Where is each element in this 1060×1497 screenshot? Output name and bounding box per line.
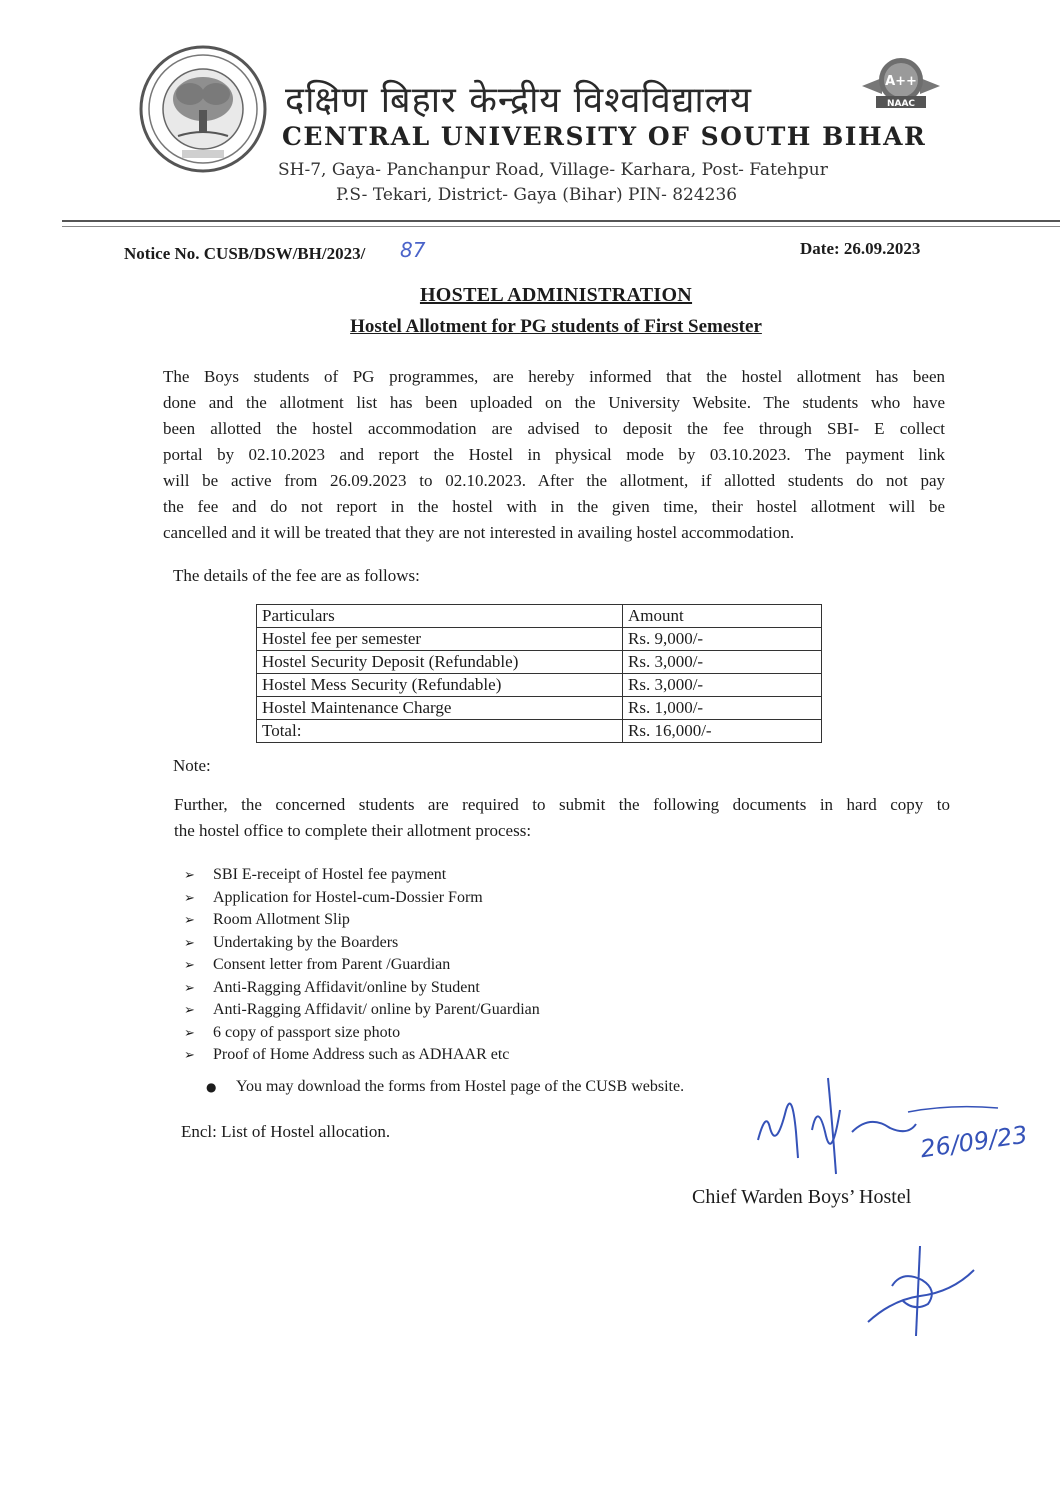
paragraph-line: the fee and do not report in the hostel with in the given time, their hostel allotment will be [163, 497, 945, 516]
table-row [257, 697, 822, 720]
fee-total-label: Total: [257, 720, 623, 743]
paragraph-line: The Boys students of PG programmes, are hereby informed that the hostel allotment has been [163, 367, 945, 386]
fee-total-amount: Rs. 16,000/- [623, 720, 822, 743]
paragraph-line: portal by 02.10.2023 and report the Hostel in physical mode by 03.10.2023. The payment link [163, 445, 945, 464]
university-name-english: CENTRAL UNIVERSITY OF SOUTH BIHAR [282, 122, 927, 151]
arrow-bullet-icon: ➢ [184, 890, 195, 906]
fee-intro: The details of the fee are as follows: [173, 566, 420, 585]
bullet-dot-icon: ● [206, 1080, 217, 1094]
table-row [257, 674, 822, 697]
address-line-2: P.S- Tekari, District- Gaya (Bihar) PIN- 824236 [336, 185, 738, 205]
list-item: ➢ Room Allotment Slip [184, 909, 540, 932]
notice-title: HOSTEL ADMINISTRATION [419, 284, 693, 306]
paragraph-line: cancelled and it will be treated that they are not interested in availing hostel accommodation. [163, 523, 795, 542]
fee-amount: Rs. 9,000/- [623, 628, 822, 651]
arrow-bullet-icon: ➢ [184, 1048, 195, 1063]
university-seal-logo [138, 44, 268, 174]
fee-amount: Rs. 1,000/- [623, 697, 822, 720]
fee-particular: Hostel Security Deposit (Refundable) [257, 651, 623, 674]
enclosure-note: Encl: List of Hostel allocation. [181, 1122, 391, 1141]
notice-number: Notice No. CUSB/DSW/BH/2023/ [124, 244, 366, 263]
paragraph-line: will be active from 26.09.2023 to 02.10.2023. After the allotment, if allotted students do not pay [163, 471, 945, 490]
arrow-bullet-icon: ➢ [184, 913, 195, 928]
fee-table [256, 604, 822, 743]
paragraph-line: done and the allotment list has been uploaded on the University Website. The students who have [163, 393, 945, 412]
required-documents-list [184, 864, 540, 1067]
table-row [257, 628, 822, 651]
fee-particular: Hostel Mess Security (Refundable) [257, 674, 623, 697]
list-item: ➢ Consent letter from Parent /Guardian [184, 954, 540, 977]
signature-date-handwritten: 26/09/23 [918, 1120, 1030, 1164]
documents-intro-line: Further, the concerned students are required to submit the following documents in hard copy to [174, 795, 950, 814]
fee-amount: Rs. 3,000/- [623, 674, 822, 697]
note-label: Note: [173, 756, 211, 775]
handwritten-initials [862, 1240, 982, 1340]
table-header-amount: Amount [623, 605, 822, 628]
arrow-bullet-icon: ➢ [184, 1003, 195, 1018]
paragraph-line: been allotted the hostel accommodation are advised to deposit the fee through SBI- E collect [163, 419, 945, 438]
download-note: ● You may download the forms from Hostel page of the CUSB website. [206, 1078, 685, 1095]
notice-number-handwritten: 87 [400, 238, 426, 262]
address-line-1: SH-7, Gaya- Panchanpur Road, Village- Karhara, Post- Fatehpur [278, 160, 828, 180]
list-item: ➢ Anti-Ragging Affidavit/ online by Parent/Guardian [184, 999, 540, 1022]
arrow-bullet-icon: ➢ [184, 980, 195, 996]
list-item: ➢ 6 copy of passport size photo [184, 1022, 540, 1045]
naac-badge-icon [858, 52, 944, 112]
naac-label: NAAC [886, 99, 916, 109]
documents-intro-line: the hostel office to complete their allotment process: [174, 821, 532, 840]
list-item: ➢ SBI E-receipt of Hostel fee payment [184, 864, 540, 887]
naac-grade: A++ [885, 74, 917, 89]
fee-particular: Hostel Maintenance Charge [257, 697, 623, 720]
university-name-hindi: दक्षिण बिहार केन्द्रीय विश्वविद्यालय [285, 80, 753, 121]
fee-particular: Hostel fee per semester [257, 628, 623, 651]
notice-body-paragraph [163, 364, 945, 546]
list-item: ➢ Anti-Ragging Affidavit/online by Student [184, 977, 540, 1000]
signatory-designation: Chief Warden Boys’ Hostel [692, 1186, 912, 1208]
header-divider [62, 220, 1060, 222]
header-divider-thin [62, 226, 1060, 227]
list-item: ➢ Undertaking by the Boarders [184, 932, 540, 955]
documents-intro [174, 792, 950, 844]
fee-amount: Rs. 3,000/- [623, 651, 822, 674]
arrow-bullet-icon: ➢ [184, 1025, 195, 1041]
list-item: ➢ Application for Hostel-cum-Dossier Form [184, 887, 540, 910]
arrow-bullet-icon: ➢ [184, 935, 195, 951]
notice-subtitle: Hostel Allotment for PG students of First Semester [350, 316, 762, 337]
arrow-bullet-icon: ➢ [184, 958, 195, 973]
table-row-total [257, 720, 822, 743]
table-header-particulars: Particulars [257, 605, 623, 628]
list-item: ➢ Proof of Home Address such as ADHAAR etc [184, 1044, 540, 1067]
table-header-row [257, 605, 822, 628]
table-row [257, 651, 822, 674]
arrow-bullet-icon: ➢ [184, 868, 195, 883]
notice-date: Date: 26.09.2023 [800, 239, 921, 258]
